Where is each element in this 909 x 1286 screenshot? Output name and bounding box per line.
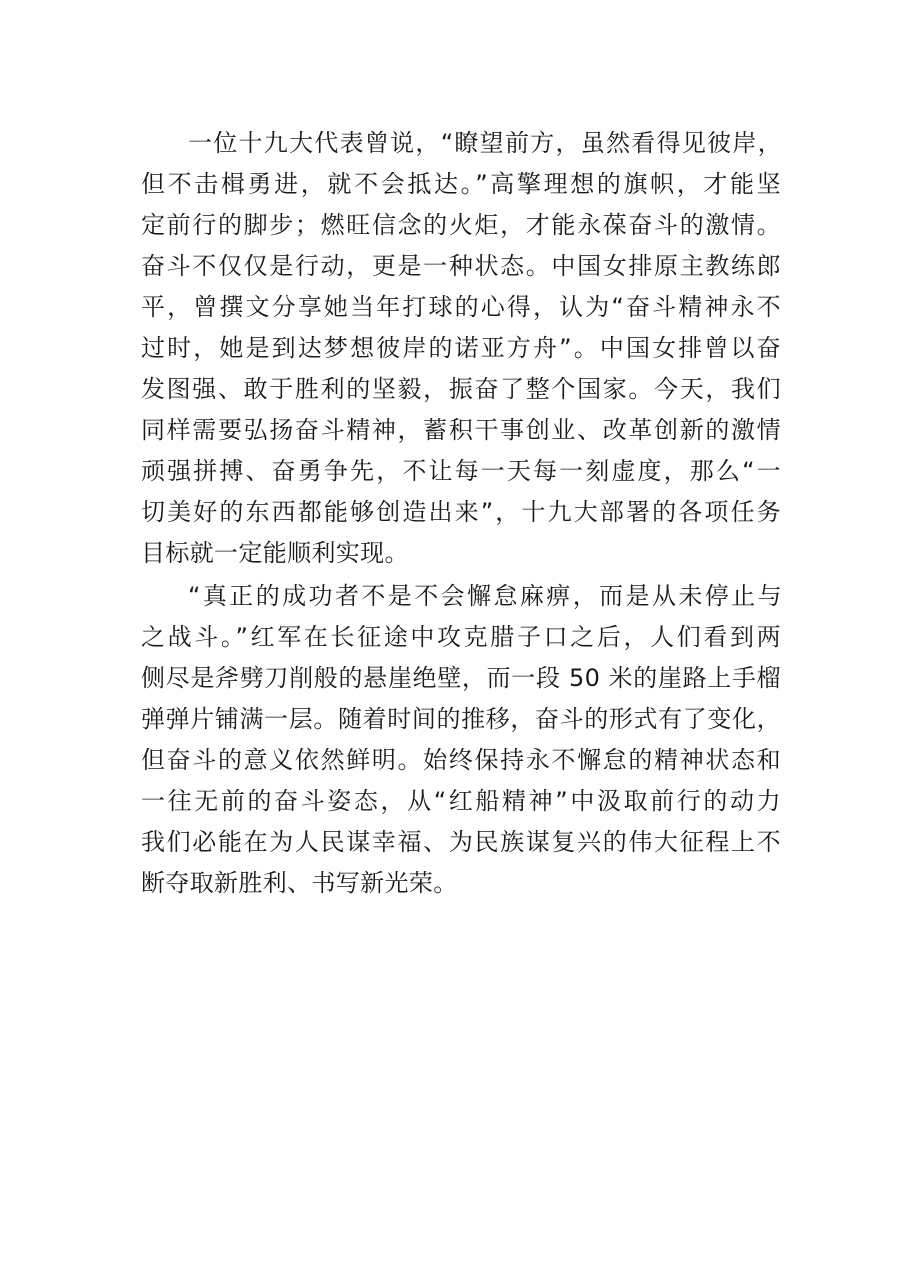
paragraph-1-line-9: 顽强拼搏、奋勇争先，不让每一天每一刻虚度，那么“一 — [141, 457, 781, 485]
paragraph-1-line-11: 目标就一定能顺利实现。 — [141, 539, 409, 567]
paragraph-1-line-3: 定前行的脚步；燃旺信念的火炬，才能永葆奋斗的激情。 — [141, 211, 781, 239]
paragraph-2-line-6: 一往无前的奋斗姿态，从“红船精神”中汲取前行的动力 — [141, 787, 781, 815]
paragraph-2-line-8: 断夺取新胜利、书写新光荣。 — [141, 869, 458, 897]
paragraph-1-line-10: 切美好的东西都能够创造出来”，十九大部署的各项任务 — [141, 498, 781, 526]
paragraph-1-line-7: 发图强、敢于胜利的坚毅，振奋了整个国家。今天，我们 — [141, 375, 781, 403]
paragraph-2-line-5: 但奋斗的意义依然鲜明。始终保持永不懈怠的精神状态和 — [141, 746, 781, 774]
paragraph-2-line-2: 之战斗。”红军在长征途中攻克腊子口之后，人们看到两 — [141, 623, 781, 651]
paragraph-1-line-1: 一位十九大代表曾说，“瞭望前方，虽然看得见彼岸， — [188, 129, 782, 157]
paragraph-2-line-4: 弹弹片铺满一层。随着时间的推移，奋斗的形式有了变化， — [141, 705, 781, 733]
paragraph-2-line-7: 我们必能在为人民谋幸福、为民族谋复兴的伟大征程上不 — [141, 828, 781, 856]
paragraph-1-line-5: 平，曾撰文分享她当年打球的心得，认为“奋斗精神永不 — [141, 293, 781, 321]
paragraph-2-line-3: 侧尽是斧劈刀削般的悬崖绝壁，而一段 50 米的崖路上手榴 — [141, 664, 781, 692]
paragraph-1-line-4: 奋斗不仅仅是行动，更是一种状态。中国女排原主教练郎 — [141, 252, 781, 280]
paragraph-1-line-2: 但不击楫勇进，就不会抵达。”高擎理想的旗帜，才能坚 — [141, 170, 781, 198]
paragraph-1-line-8: 同样需要弘扬奋斗精神，蓄积干事创业、改革创新的激情 — [141, 416, 781, 444]
paragraph-2-line-1: “真正的成功者不是不会懈怠麻痹，而是从未停止与 — [188, 582, 782, 610]
paragraph-1-line-6: 过时，她是到达梦想彼岸的诺亚方舟”。中国女排曾以奋 — [141, 334, 781, 362]
